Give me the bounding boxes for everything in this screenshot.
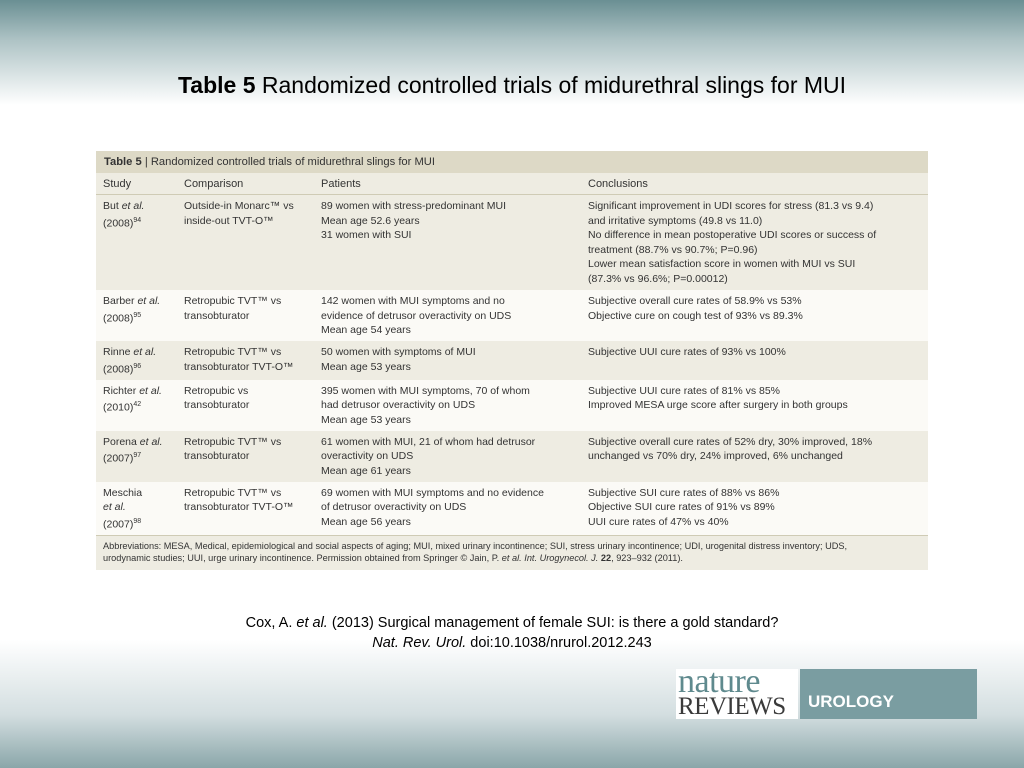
citation-doi: doi:10.1038/nrurol.2012.243 — [466, 635, 652, 651]
patients-line: evidence of detrusor overactivity on UDS — [321, 309, 512, 322]
study-etal: et al. — [139, 384, 162, 397]
patients-line: 31 women with SUI — [321, 229, 412, 242]
comparison-line: Retropubic vs — [184, 384, 249, 397]
cell-comparison — [177, 341, 314, 380]
conclusions-line: Subjective UUI cure rates of 93% vs 100% — [588, 346, 786, 358]
abbreviations-note — [96, 535, 928, 570]
cell-patients — [314, 195, 581, 291]
abbrev-volume: 22 — [598, 553, 612, 564]
conclusions-line: No difference in mean postoperative UDI scores or success of — [588, 229, 877, 242]
cell-patients — [314, 341, 581, 380]
study-author: Porena — [103, 435, 140, 448]
table-body — [96, 195, 928, 535]
study-author: Rinne — [103, 346, 134, 358]
citation — [0, 613, 1024, 653]
cell-conclusions — [581, 195, 928, 291]
cell-conclusions — [581, 341, 928, 380]
abbrev-line2a: urodynamic studies; UUI, urge urinary incontinence. Permission obtained from Springer © Jain, P. — [103, 553, 502, 564]
conclusions-line: Subjective overall cure rates of 58.9% vs 53% — [588, 295, 802, 307]
study-author: Meschia — [103, 486, 143, 499]
comparison-line: transobturator TVT-O™ — [184, 360, 294, 373]
conclusions-line: Subjective overall cure rates of 52% dry, 30% improved, 18% — [588, 435, 873, 448]
study-author: Richter — [103, 384, 140, 397]
cell-study — [96, 431, 177, 482]
cell-patients — [314, 482, 581, 535]
conclusions-line: Subjective SUI cure rates of 88% vs 86% — [588, 486, 780, 499]
cell-patients — [314, 290, 581, 341]
comparison-line: Outside-in Monarc™ vs — [184, 200, 294, 212]
patients-line: 50 women with symptoms of MUI — [321, 346, 476, 358]
study-year: (2008) — [103, 217, 134, 230]
patients-line: of detrusor overactivity on UDS — [321, 501, 467, 514]
table-caption-bold: Table 5 — [104, 156, 142, 168]
table-header-row — [96, 173, 928, 195]
comparison-line: transobturator — [184, 309, 250, 322]
nature-reviews-urology-logo — [676, 663, 977, 720]
study-etal: et al. — [121, 200, 145, 212]
study-year: (2008) — [103, 312, 134, 325]
comparison-line: Retropubic TVT™ vs — [184, 486, 282, 499]
patients-line: Mean age 54 years — [321, 324, 411, 337]
cell-study — [96, 290, 177, 341]
patients-line: Mean age 52.6 years — [321, 214, 420, 227]
header-conclusions: Conclusions — [581, 173, 928, 195]
header-patients: Patients — [314, 173, 581, 195]
cell-comparison — [177, 380, 314, 431]
cell-comparison — [177, 195, 314, 291]
patients-line: had detrusor overactivity on UDS — [321, 399, 476, 412]
study-author: But — [103, 200, 122, 212]
comparison-line: transobturator — [184, 450, 250, 463]
slide-title-text: Randomized controlled trials of midurethral slings for MUI — [255, 72, 847, 98]
slide-title-bold: Table 5 — [177, 72, 256, 98]
cell-conclusions — [581, 482, 928, 535]
logo-nature-text: nature — [678, 663, 760, 700]
cell-study — [96, 380, 177, 431]
table-row — [96, 290, 928, 341]
study-reference: 42 — [133, 401, 142, 409]
cell-comparison — [177, 290, 314, 341]
comparison-line: Retropubic TVT™ vs — [184, 435, 282, 448]
study-etal: et al. — [133, 346, 157, 358]
patients-line: Mean age 61 years — [321, 464, 411, 477]
comparison-line: Retropubic TVT™ vs — [184, 346, 282, 358]
patients-line: 142 women with MUI symptoms and no — [321, 295, 505, 307]
cell-patients — [314, 431, 581, 482]
abbrev-line2b: , 923–932 (2011). — [611, 553, 683, 564]
comparison-line: transobturator — [184, 399, 250, 412]
cell-study — [96, 482, 177, 535]
conclusions-line: and irritative symptoms (49.8 vs 11.0) — [588, 214, 763, 227]
study-year: (2010) — [103, 401, 134, 414]
logo-wordmark-panel — [676, 663, 798, 720]
conclusions-line: treatment (88.7% vs 90.7%; P=0.96) — [588, 243, 758, 256]
conclusions-line: Objective cure on cough test of 93% vs 89.3% — [588, 309, 803, 322]
header-comparison: Comparison — [177, 173, 314, 195]
comparison-line: Retropubic TVT™ vs — [184, 295, 282, 307]
cell-conclusions — [581, 290, 928, 341]
cell-patients — [314, 380, 581, 431]
conclusions-line: Lower mean satisfaction score in women with MUI vs SUI — [588, 258, 856, 271]
table-row — [96, 341, 928, 380]
study-year: (2007) — [103, 518, 134, 531]
table-row — [96, 431, 928, 482]
logo-urology-panel — [800, 669, 977, 719]
study-etal: et al. — [103, 501, 126, 514]
study-reference: 98 — [133, 517, 142, 525]
study-reference: 97 — [133, 452, 142, 460]
abbrev-line1: Abbreviations: MESA, Medical, epidemiological and social aspects of aging; MUI, mixed urinary incontinence; SUI, stress urinary incontinence; UDI, urogenital distress inventory; UDS, — [103, 540, 848, 551]
conclusions-line: Significant improvement in UDI scores for stress (81.3 vs 9.4) — [588, 200, 874, 212]
patients-line: 61 women with MUI, 21 of whom had detrusor — [321, 435, 536, 448]
conclusions-line: Improved MESA urge score after surgery in both groups — [588, 399, 848, 412]
cell-study — [96, 195, 177, 291]
patients-line: 395 women with MUI symptoms, 70 of whom — [321, 384, 530, 397]
study-year: (2008) — [103, 363, 134, 376]
table-row — [96, 482, 928, 535]
conclusions-line: Objective SUI cure rates of 91% vs 89% — [588, 501, 775, 514]
table-grid — [96, 173, 928, 535]
table-caption-text: | Randomized controlled trials of midurethral slings for MUI — [141, 156, 435, 168]
study-reference: 94 — [133, 216, 142, 224]
study-etal: et al. — [139, 435, 163, 448]
study-reference: 95 — [133, 311, 142, 319]
conclusions-line: unchanged vs 70% dry, 24% improved, 6% unchanged — [588, 450, 843, 463]
table-caption — [96, 151, 928, 173]
table-row — [96, 195, 928, 291]
citation-authors: Cox, A. — [245, 615, 297, 631]
comparison-line: inside-out TVT-O™ — [184, 214, 274, 227]
conclusions-line: (87.3% vs 96.6%; P=0.00012) — [588, 272, 728, 285]
study-reference: 96 — [133, 362, 142, 370]
patients-line: 89 women with stress-predominant MUI — [321, 200, 506, 212]
table-row — [96, 380, 928, 431]
patients-line: Mean age 53 years — [321, 360, 411, 373]
citation-title: (2013) Surgical management of female SUI: is there a gold standard? — [327, 615, 779, 631]
citation-journal: Nat. Rev. Urol. — [372, 635, 467, 651]
cell-comparison — [177, 431, 314, 482]
patients-line: Mean age 53 years — [321, 413, 411, 426]
cell-comparison — [177, 482, 314, 535]
citation-etal: et al. — [296, 615, 328, 631]
conclusions-line: Subjective UUI cure rates of 81% vs 85% — [588, 384, 781, 397]
header-study: Study — [96, 173, 177, 195]
comparison-line: transobturator TVT-O™ — [184, 501, 294, 514]
logo-reviews-text: REVIEWS — [678, 693, 786, 720]
cell-study — [96, 341, 177, 380]
patients-line: 69 women with MUI symptoms and no evidence — [321, 486, 544, 499]
study-author: Barber — [103, 295, 138, 307]
patients-line: overactivity on UDS — [321, 450, 414, 463]
cell-conclusions — [581, 380, 928, 431]
logo-urology-text: UROLOGY — [808, 692, 894, 711]
slide-title — [0, 72, 1024, 99]
abbrev-journal: et al. Int. Urogynecol. J. — [501, 553, 599, 564]
study-year: (2007) — [103, 452, 134, 465]
patients-line: Mean age 56 years — [321, 515, 411, 528]
trials-table — [96, 151, 928, 565]
conclusions-line: UUI cure rates of 47% vs 40% — [588, 515, 729, 528]
study-etal: et al. — [137, 295, 161, 307]
cell-conclusions — [581, 431, 928, 482]
